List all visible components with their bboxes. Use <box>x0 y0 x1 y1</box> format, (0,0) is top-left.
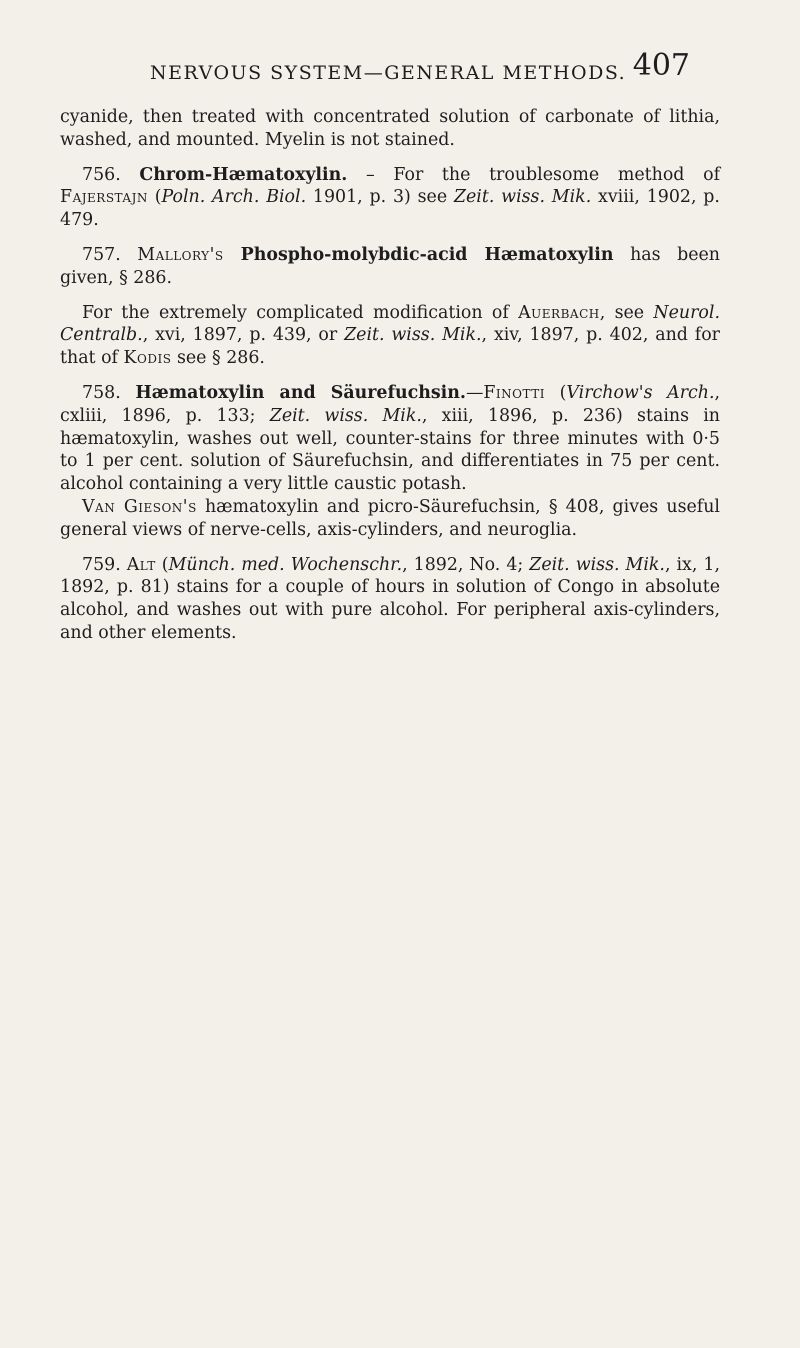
paragraph-758-note <box>60 496 720 542</box>
author-name: Finotti <box>483 382 545 403</box>
citation: Zeit. wiss. Mik. <box>344 325 482 346</box>
page-header <box>150 48 690 88</box>
author-name: Kodis <box>123 348 172 369</box>
section-number: 757. <box>82 244 121 265</box>
citation: Zeit. wiss. Mik. <box>453 187 592 208</box>
citation: Münch. med. Wochenschr. <box>168 554 403 575</box>
author-name: Auerbach <box>518 302 600 323</box>
section-title: Chrom-Hæmatoxylin. <box>139 164 348 185</box>
body-text <box>60 106 720 645</box>
text-run: ( <box>147 187 162 208</box>
section-number: 759. <box>82 554 121 575</box>
running-head: NERVOUS SYSTEM—GENERAL METHODS. <box>150 62 627 84</box>
text-run: ( <box>544 382 567 403</box>
paragraph-text: cyanide, then treated with concentrated solution of carbonate of lithia, washed, and mounted. Myelin is not stained. <box>60 107 720 150</box>
section-number: 756. <box>82 164 121 185</box>
text-run: hæmatoxylin and picro-Säurefuchsin, § 408, gives useful general views of nerve-cells, axis-cylinders, and neuroglia. <box>60 496 720 540</box>
page-number: 407 <box>632 48 690 83</box>
text-run: 1901, p. 3) see <box>306 187 454 208</box>
author-name: Van Gieson's <box>82 496 197 517</box>
section-number: 758. <box>82 382 121 403</box>
text-run: ( <box>155 554 169 575</box>
paragraph-757 <box>60 244 720 290</box>
author-name: Alt <box>126 554 156 575</box>
section-title: Phospho-molybdic-acid Hæmatoxylin <box>223 244 614 265</box>
citation: Zeit. wiss. Mik. <box>269 405 422 426</box>
text-run: , cxliii, 1896, p. 133; <box>60 382 721 426</box>
section-title: Hæmatoxylin and Säurefuchsin. <box>135 382 466 403</box>
paragraph-757-note <box>60 302 720 370</box>
text-run: — <box>465 382 484 403</box>
text-run: see § 286. <box>171 348 265 369</box>
paragraph-continued <box>60 106 720 152</box>
paragraph-758 <box>60 382 720 496</box>
text-run: , 1892, No. 4; <box>402 554 530 575</box>
text-run: , xvi, 1897, p. 439, or <box>142 325 345 346</box>
author-name: Mallory's <box>137 244 224 265</box>
citation: Virchow's Arch. <box>566 382 715 403</box>
text-run: – For the troublesome method of <box>347 164 721 185</box>
text-run: , see <box>599 302 654 323</box>
text-run: , xiii, 1896, p. 236) stains in hæmatoxylin, washes out well, counter-stains for three minutes with 0·5 to 1 per cent. solution of Säurefuchsin, and differentiates in 75 per cent. alcohol containing a very little caustic potash. <box>60 405 720 495</box>
text-run: xviii, 1902, p. 479. <box>60 187 720 231</box>
paragraph-756 <box>60 164 720 232</box>
paragraph-759 <box>60 554 720 645</box>
text-run: has been given, § 286. <box>60 244 721 288</box>
citation: Neurol. Centralb. <box>60 302 720 346</box>
author-name: Fajerstajn <box>60 187 148 208</box>
text-run: , xiv, 1897, p. 402, and for that of <box>60 325 720 369</box>
citation: Zeit. wiss. Mik. <box>529 554 665 575</box>
citation: Poln. Arch. Biol. <box>161 187 307 208</box>
text-run: For the extremely complicated modification of <box>82 302 519 323</box>
text-run: , ix, 1, 1892, p. 81) stains for a couple of hours in solution of Congo in absolute alcohol, and washes out with pure alcohol. For peripheral axis-cylinders, and other elements. <box>60 554 720 643</box>
